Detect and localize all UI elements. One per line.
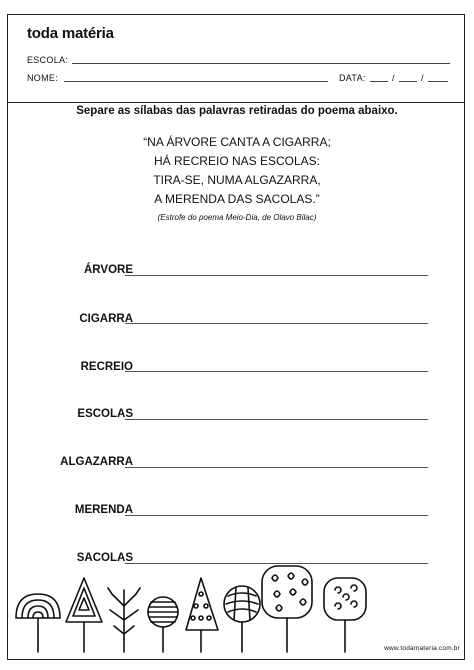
word-label: RECREIO xyxy=(80,361,133,373)
date-separator: / xyxy=(421,73,424,83)
brand-logo: toda matéria xyxy=(27,25,114,42)
name-field[interactable] xyxy=(64,81,328,82)
date-label: DATA: xyxy=(339,73,366,83)
word-label: ALGAZARRA xyxy=(60,456,133,468)
poem-line: A MERENDA DAS SACOLAS.” xyxy=(154,192,320,206)
word-label: SACOLAS xyxy=(76,552,133,564)
tree-spiral-icon xyxy=(324,578,366,652)
answer-line[interactable] xyxy=(125,371,428,372)
doodle-trees-icon xyxy=(10,560,370,656)
tree-patterned-circle-icon xyxy=(224,586,260,652)
footer-url[interactable]: www.todamateria.com.br xyxy=(384,645,460,652)
tree-branches-icon xyxy=(108,588,140,652)
tree-arcs-icon xyxy=(16,594,60,652)
poem-line: HÁ RECREIO NAS ESCOLAS: xyxy=(153,154,321,168)
tree-striped-circle-icon xyxy=(148,597,178,652)
tree-triangle-icon xyxy=(66,578,102,652)
date-day-field[interactable] xyxy=(370,81,388,82)
answer-line[interactable] xyxy=(125,419,428,420)
word-label: ESCOLAS xyxy=(77,408,133,420)
answer-line[interactable] xyxy=(125,275,428,276)
poem-line: TIRA-SE, NUMA ALGAZARRA, xyxy=(153,173,321,187)
poem-line: “NA ÁRVORE CANTA A CIGARRA; xyxy=(143,135,331,149)
answer-line[interactable] xyxy=(125,467,428,468)
poem-credit: (Estrofe do poema Meio-Dia, de Olavo Bilac) xyxy=(157,213,317,222)
name-label: NOME: xyxy=(27,73,59,83)
tree-leaf-square-icon xyxy=(262,566,312,652)
word-label: MERENDA xyxy=(74,504,133,516)
word-label: CIGARRA xyxy=(79,313,133,325)
word-label: ÁRVORE xyxy=(84,264,133,276)
answer-line[interactable] xyxy=(125,515,428,516)
poem-stanza xyxy=(0,133,474,209)
date-month-field[interactable] xyxy=(399,81,417,82)
school-field[interactable] xyxy=(72,63,450,64)
date-separator: / xyxy=(392,73,395,83)
school-label: ESCOLA: xyxy=(27,55,69,65)
worksheet-header xyxy=(8,15,464,103)
answer-line[interactable] xyxy=(125,323,428,324)
instruction-text: Separe as sílabas das palavras retiradas do poema abaixo. xyxy=(76,105,398,117)
date-year-field[interactable] xyxy=(428,81,448,82)
tree-dotted-triangle-icon xyxy=(186,578,218,652)
